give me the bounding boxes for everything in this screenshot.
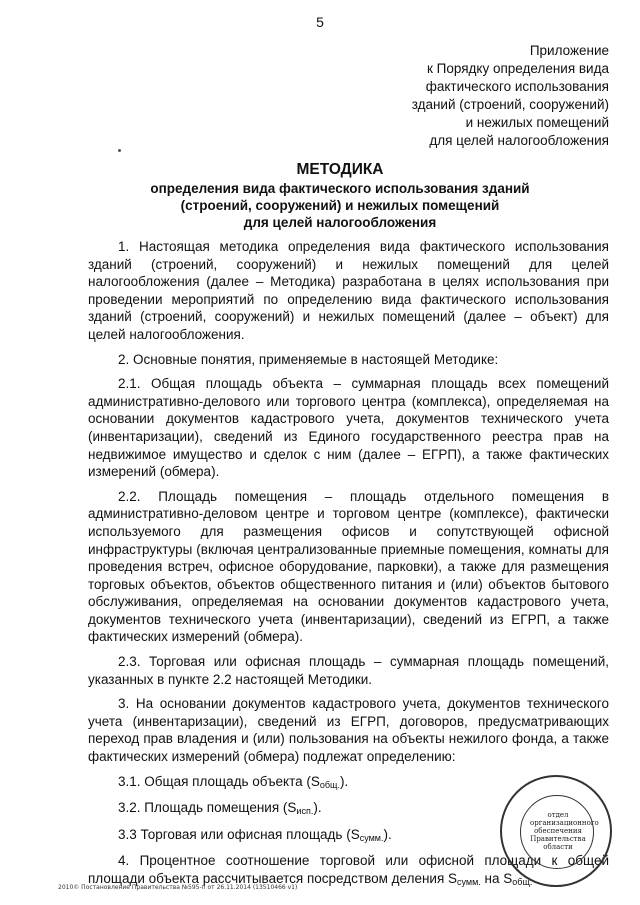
subscript: общ. — [512, 877, 533, 887]
appendix-line: зданий (строений, сооружений) — [411, 97, 609, 112]
item-text: 3.3 Торговая или офисная площадь (S — [118, 826, 360, 842]
seal-line: области — [543, 843, 573, 851]
subscript: общ. — [319, 779, 340, 790]
appendix-line: для целей налогообложения — [429, 133, 609, 148]
paragraph-2-1: 2.1. Общая площадь объекта – суммарная площадь всех помещений административно-делового или торгового центра (комплекса), определяемая на основании документов кадастрового учета, документов технического учета (инвентаризации), сведений из Единого государственного реестра прав на недвижимое имущество и сделок с ним (далее – ЕГРП), а также фактических измерений (обмера). — [88, 376, 609, 480]
appendix-line: к Порядку определения вида — [427, 61, 609, 76]
item-text: ). — [383, 826, 392, 842]
page-number: 5 — [316, 14, 324, 30]
appendix-header — [412, 42, 609, 150]
item-text: на S — [480, 871, 513, 886]
appendix-line: и нежилых помещений — [465, 115, 609, 130]
title-subline: определения вида фактического использования зданий — [150, 181, 530, 196]
title-main: МЕТОДИКА — [296, 161, 384, 178]
subscript: сумм. — [457, 877, 481, 887]
seal-line: обеспечения — [534, 827, 582, 835]
item-text: ). — [313, 800, 322, 816]
paragraph-3: 3. На основании документов кадастрового учета, документов технического учета (инвентаризации), сведений из ЕГРП, договоров, предусматривающих переход прав владения и (или) пользования на объекты нежилого фонда, а также фактических измерений (обмера) подлежат определению: — [88, 696, 609, 765]
paragraph-2-2: 2.2. Площадь помещения – площадь отдельного помещения в административно-деловом центре и торговом центре (комплексе), фактически используемого для размещения офисов и сопутствующей офисной инфраструктуры (включая централизованные приемные помещения, комнаты для проведения встреч, офисное оборудование, парковки), а также для размещения торговых объектов, объектов общественного питания и (или) объектов бытового обслуживания, определяемая на основании документов кадастрового учета, документов технического учета (инвентаризации), сведений из ЕГРП, а также фактических измерений (обмера). — [88, 488, 609, 645]
seal-line: организационного — [530, 819, 599, 827]
paragraph-2: 2. Основные понятия, применяемые в настоящей Методике: — [118, 351, 499, 367]
item-text: 3.2. Площадь помещения (S — [118, 800, 297, 816]
document-footer: 2010© Постановление Правительства №595-п от 26.11.2014 (13510466 v1) — [58, 884, 298, 891]
item-text: 3.1. Общая площадь объекта (S — [118, 773, 320, 789]
document-title — [60, 160, 620, 231]
seal-line: Правительства — [530, 835, 586, 843]
paragraph-1: 1. Настоящая методика определения вида фактического использования зданий (строений, сооружений) и нежилых помещений для целей налогообложения (далее – Методика) разработана в целях использования при проведении мероприятий по определению вида фактического использования зданий (строений, сооружений) и нежилых помещений (далее – объект) для целей налогообложения. — [88, 239, 609, 342]
seal-line: отдел — [547, 811, 569, 819]
appendix-line: Приложение — [529, 43, 609, 58]
item-text: ). — [339, 773, 349, 789]
paragraph-2-3: 2.3. Торговая или офисная площадь – суммарная площадь помещений, указанных в пункте 2.2 настоящей Методики. — [88, 654, 609, 687]
scan-dot — [118, 149, 121, 152]
title-subline: (строений, сооружений) и нежилых помещений — [180, 198, 500, 213]
item-text: 4. Процентное соотношение торговой или офисной площади к общей площади объекта рассчитывается посредством деления S — [88, 853, 609, 886]
appendix-line: фактического использования — [425, 79, 609, 94]
subscript: сумм. — [359, 832, 384, 843]
seal-text — [530, 811, 599, 851]
official-seal — [500, 775, 612, 887]
title-subline: для целей налогообложения — [243, 215, 437, 230]
subscript: исп. — [296, 806, 314, 817]
